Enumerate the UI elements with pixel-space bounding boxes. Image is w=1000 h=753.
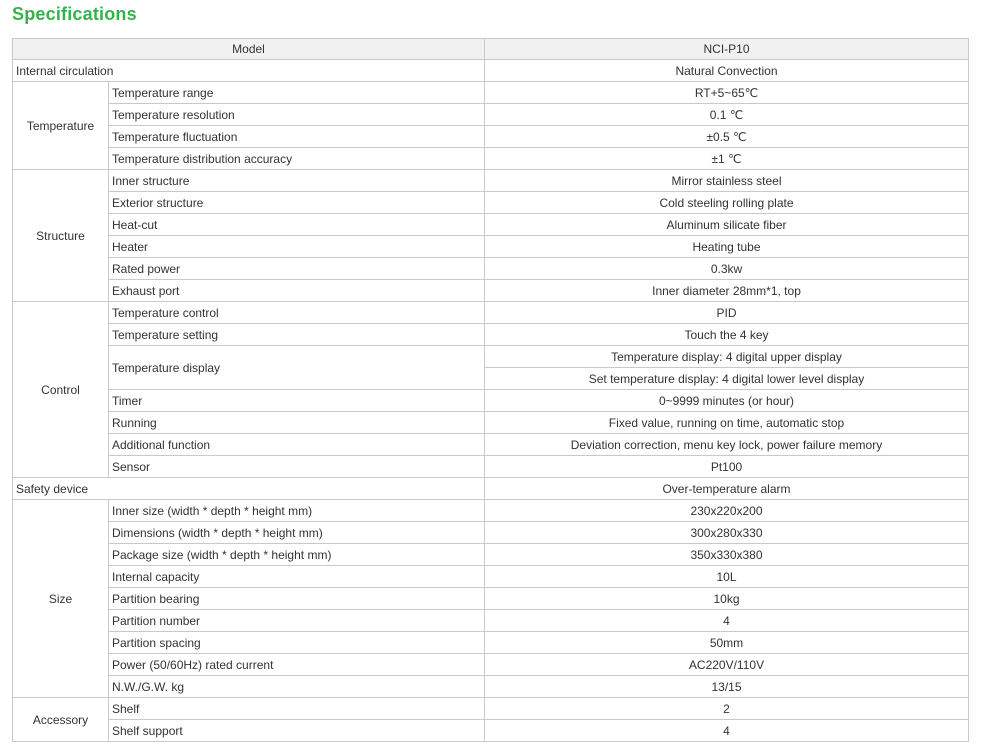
table-row [13,302,969,324]
spec-value: Mirror stainless steel [485,170,969,192]
spec-item: Temperature range [109,82,485,104]
spec-value: Set temperature display: 4 digital lower level display [485,368,969,390]
table-row [13,258,969,280]
spec-item: Inner structure [109,170,485,192]
spec-item: Temperature distribution accuracy [109,148,485,170]
spec-value: 0.3kw [485,258,969,280]
spec-value: 10kg [485,588,969,610]
table-row [13,478,969,500]
control-group-label: Control [13,302,109,478]
table-row [13,566,969,588]
spec-item: Partition spacing [109,632,485,654]
table-row [13,148,969,170]
spec-item: Inner size (width * depth * height mm) [109,500,485,522]
spec-value: 300x280x330 [485,522,969,544]
spec-value: Fixed value, running on time, automatic stop [485,412,969,434]
spec-item: Additional function [109,434,485,456]
table-row [13,676,969,698]
table-row [13,610,969,632]
spec-item: Shelf [109,698,485,720]
table-row [13,720,969,742]
temperature-group-label: Temperature [13,82,109,170]
spec-value: AC220V/110V [485,654,969,676]
safety-device-label: Safety device [13,478,485,500]
table-row [13,412,969,434]
spec-item: Temperature fluctuation [109,126,485,148]
table-row [13,346,969,368]
table-row [13,434,969,456]
spec-item: Heater [109,236,485,258]
table-header-row [13,39,969,60]
table-row [13,82,969,104]
size-group-label: Size [13,500,109,698]
spec-value: 2 [485,698,969,720]
spec-item: Partition number [109,610,485,632]
table-row [13,324,969,346]
table-row [13,192,969,214]
spec-value: 13/15 [485,676,969,698]
spec-value: 0~9999 minutes (or hour) [485,390,969,412]
spec-item: Rated power [109,258,485,280]
table-row [13,588,969,610]
spec-item: Exhaust port [109,280,485,302]
spec-value: Aluminum silicate fiber [485,214,969,236]
spec-item: Dimensions (width * depth * height mm) [109,522,485,544]
spec-item: Shelf support [109,720,485,742]
spec-item: Partition bearing [109,588,485,610]
spec-value: 0.1 ℃ [485,104,969,126]
spec-value: 50mm [485,632,969,654]
spec-value: ±0.5 ℃ [485,126,969,148]
table-row [13,390,969,412]
specifications-table [12,38,969,742]
spec-item: Exterior structure [109,192,485,214]
spec-value: Touch the 4 key [485,324,969,346]
spec-item: N.W./G.W. kg [109,676,485,698]
safety-device-value: Over-temperature alarm [485,478,969,500]
spec-item: Timer [109,390,485,412]
spec-value: Pt100 [485,456,969,478]
spec-item: Package size (width * depth * height mm) [109,544,485,566]
table-row [13,654,969,676]
spec-value: PID [485,302,969,324]
table-row [13,698,969,720]
table-row [13,214,969,236]
spec-item: Temperature resolution [109,104,485,126]
table-row [13,544,969,566]
spec-value: 4 [485,720,969,742]
spec-value: RT+5~65℃ [485,82,969,104]
table-row [13,170,969,192]
spec-item: Temperature display [109,346,485,390]
table-row [13,456,969,478]
spec-value: Deviation correction, menu key lock, power failure memory [485,434,969,456]
table-row [13,632,969,654]
spec-item: Heat-cut [109,214,485,236]
model-value: NCI-P10 [485,39,969,60]
spec-item: Running [109,412,485,434]
model-label: Model [13,39,485,60]
spec-value: 10L [485,566,969,588]
spec-item: Internal capacity [109,566,485,588]
spec-item: Power (50/60Hz) rated current [109,654,485,676]
table-row [13,104,969,126]
spec-value: Inner diameter 28mm*1, top [485,280,969,302]
table-row [13,60,969,82]
table-row [13,280,969,302]
page-title: Specifications [12,4,137,24]
spec-value: Heating tube [485,236,969,258]
table-row [13,126,969,148]
spec-item: Temperature control [109,302,485,324]
spec-value: 4 [485,610,969,632]
table-row [13,522,969,544]
structure-group-label: Structure [13,170,109,302]
spec-item: Temperature setting [109,324,485,346]
internal-circulation-label: Internal circulation [13,60,485,82]
spec-value: Cold steeling rolling plate [485,192,969,214]
accessory-group-label: Accessory [13,698,109,742]
spec-item: Sensor [109,456,485,478]
internal-circulation-value: Natural Convection [485,60,969,82]
spec-value: Temperature display: 4 digital upper display [485,346,969,368]
spec-value: 350x330x380 [485,544,969,566]
table-row [13,500,969,522]
table-row [13,236,969,258]
spec-value: ±1 ℃ [485,148,969,170]
spec-value: 230x220x200 [485,500,969,522]
